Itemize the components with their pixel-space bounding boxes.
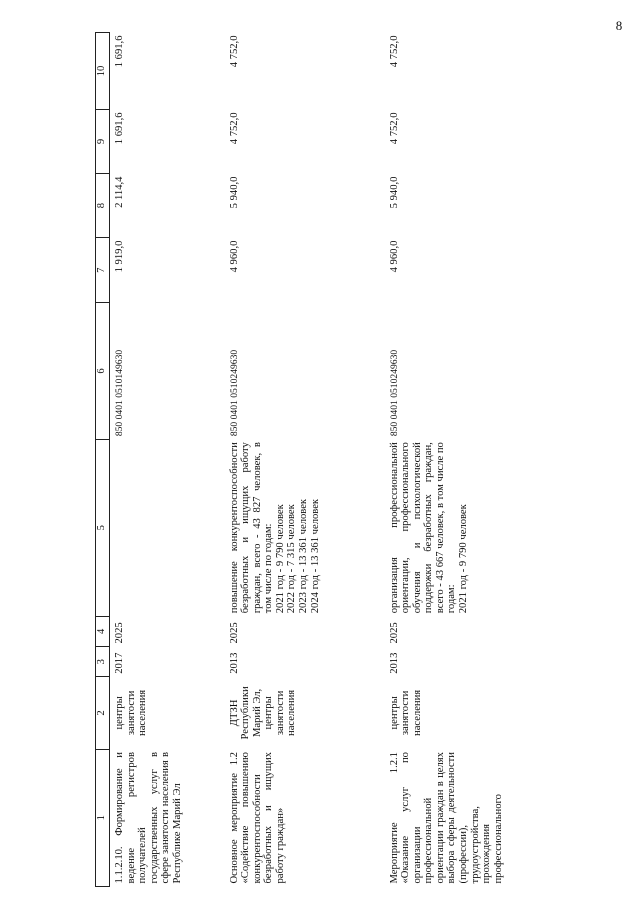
row-2-value-10: 4 752,0: [228, 35, 240, 68]
row-3-result-text: организация профессиональной ориентации, профессионального обучения и психологической поддержки безработных граждан, всего - 43 667 человек, в том числе по годам:: [388, 442, 458, 614]
row-3-result-year-1: 2021 год - 9 790 человек: [458, 504, 470, 614]
row-1-budget-code: 850 0401 0510149630: [114, 349, 125, 437]
row-3-value-8: 5 940,0: [388, 176, 400, 209]
table-row: [385, 33, 506, 887]
row-3-value-9: 4 752,0: [388, 112, 400, 145]
table-header-row: [96, 33, 110, 887]
header-col-8: 8: [96, 174, 110, 238]
row-1-value-7: 1 919,0: [114, 240, 125, 273]
row-3-value-10: 4 752,0: [388, 35, 400, 68]
row-2-end-year: 2025: [228, 622, 240, 644]
row-2-budget-code: 850 0401 0510249630: [228, 349, 240, 437]
header-col-4: 4: [96, 616, 110, 646]
row-1-measure: 1.1.2.10. Формирование и ведение регистров получателей государственных услуг в сфере занятости населения в Республике Марий Эл: [114, 752, 183, 884]
rotated-table-container: [95, 32, 605, 887]
page-number: 8: [615, 18, 623, 33]
row-1-value-9: 1 691,6: [114, 112, 125, 145]
header-col-5: 5: [96, 439, 110, 616]
row-3-end-year: 2025: [388, 622, 400, 644]
row-2-result-year-3: 2023 год - 13 361 человек: [298, 498, 310, 614]
row-2-measure: Основное мероприятие 1.2 «Содействие повышению конкурентоспособности безработных и ищущих работу граждан»: [228, 752, 286, 884]
row-2-executor: ДТЗН Республики Марий Эл, центры занятости населения: [228, 686, 298, 740]
program-measures-table: [95, 32, 505, 887]
row-1-value-8: 2 114,4: [114, 176, 125, 208]
row-2-start-year: 2013: [228, 652, 240, 674]
row-3-measure: Мероприятие 1.2.1 «Оказание услуг по организации профессиональной ориентации граждан в целях выбора сферы деятельности (профессии), трудоустройства, прохождения профессионального: [388, 752, 504, 884]
row-2-value-7: 4 960,0: [228, 240, 240, 273]
header-col-7: 7: [96, 238, 110, 303]
header-col-1: 1: [96, 749, 110, 886]
header-col-6: 6: [96, 303, 110, 439]
row-1-start-year: 2017: [114, 652, 125, 674]
row-3-value-7: 4 960,0: [388, 240, 400, 273]
row-2-result-year-4: 2024 год - 13 361 человек: [309, 498, 321, 614]
row-3-start-year: 2013: [388, 652, 400, 674]
row-3-budget-code: 850 0401 0510249630: [388, 349, 400, 437]
header-col-9: 9: [96, 109, 110, 173]
row-2-value-8: 5 940,0: [228, 176, 240, 209]
header-col-10: 10: [96, 33, 110, 110]
table-row: [110, 33, 225, 887]
row-2-result: [225, 439, 385, 616]
row-2-value-9: 4 752,0: [228, 112, 240, 145]
header-col-2: 2: [96, 677, 110, 749]
row-1-end-year: 2025: [114, 622, 125, 644]
row-2-result-text: повышение конкурентоспособности безработных и ищущих работу граждан, всего - 43 827 человек, в том числе по годам:: [228, 442, 275, 614]
row-2-result-year-1: 2021 год - 9 790 человек: [274, 504, 286, 614]
row-1-result: [110, 439, 225, 616]
row-1-executor: центры занятости населения: [114, 689, 149, 736]
row-3-executor: центры занятости населения: [388, 689, 423, 736]
row-3-result: [385, 439, 506, 616]
table-row: [225, 33, 385, 887]
header-col-3: 3: [96, 647, 110, 677]
row-1-value-10: 1 691,6: [114, 35, 125, 68]
row-2-result-year-2: 2022 год - 7 315 человек: [286, 504, 298, 614]
